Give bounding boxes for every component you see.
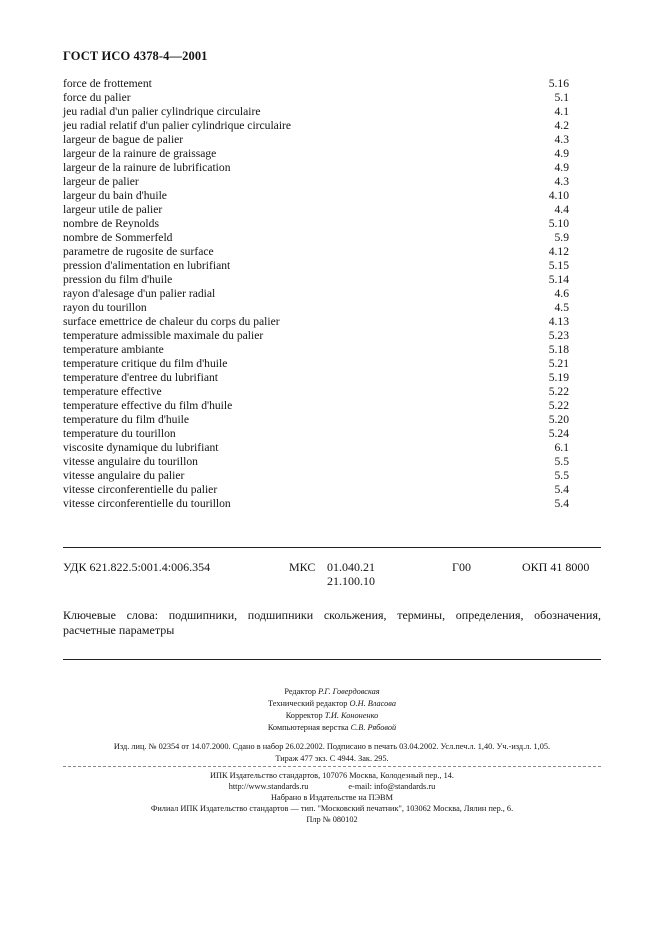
index-term: largeur de la rainure de graissage: [63, 147, 217, 160]
index-row: [63, 77, 569, 91]
index-term: nombre de Reynolds: [63, 217, 159, 230]
index-row: [63, 245, 569, 259]
index-row: [63, 217, 569, 231]
index-ref: 5.9: [554, 231, 569, 244]
term-index: [63, 77, 569, 511]
publishing-line: Изд. лиц. № 02354 от 14.07.2000. Сдано в набор 26.02.2002. Подписано в печать 03.04.2002. Усл.печ.л. 1,40. Уч.-изд.л. 1,05.: [113, 742, 551, 751]
index-row: [63, 119, 569, 133]
index-row: [63, 105, 569, 119]
tech-editor-line: Технический редактор О.Н. Власова: [268, 699, 396, 708]
mks-label: МКС: [289, 560, 316, 574]
index-row: [63, 483, 569, 497]
index-term: temperature du tourillon: [63, 427, 176, 440]
index-row: [63, 427, 569, 441]
index-row: [63, 161, 569, 175]
index-ref: 5.5: [554, 455, 569, 468]
index-row: [63, 497, 569, 511]
index-row: [63, 231, 569, 245]
index-ref: 5.15: [548, 259, 569, 272]
index-ref: 4.3: [554, 175, 569, 188]
index-ref: 5.20: [548, 413, 569, 426]
index-ref: 4.10: [548, 189, 569, 202]
index-term: rayon du tourillon: [63, 301, 147, 314]
index-term: temperature effective: [63, 385, 162, 398]
index-ref: 5.14: [548, 273, 569, 286]
index-row: [63, 357, 569, 371]
index-term: temperature admissible maximale du palier: [63, 329, 264, 342]
index-term: force du palier: [63, 91, 131, 104]
index-row: [63, 413, 569, 427]
index-row: [63, 371, 569, 385]
website-link[interactable]: http://www.standards.ru: [228, 782, 309, 791]
plr-number: Плр № 080102: [306, 815, 358, 824]
index-ref: 5.22: [548, 385, 569, 398]
index-ref: 5.22: [548, 399, 569, 412]
separator-rule: [63, 547, 601, 548]
okp-code: ОКП 41 8000: [522, 560, 590, 574]
index-row: [63, 175, 569, 189]
index-row: [63, 343, 569, 357]
index-term: nombre de Sommerfeld: [63, 231, 173, 244]
index-term: temperature ambiante: [63, 343, 164, 356]
index-row: [63, 399, 569, 413]
layout-line: Компьютерная верстка С.В. Рябовой: [267, 723, 397, 732]
editor-name: Р.Г. Говердовская: [318, 687, 380, 696]
index-ref: 4.1: [554, 105, 569, 118]
index-ref: 5.10: [548, 217, 569, 230]
index-term: vitesse circonferentielle du tourillon: [63, 497, 231, 510]
index-row: [63, 385, 569, 399]
index-row: [63, 315, 569, 329]
index-row: [63, 301, 569, 315]
index-ref: 5.16: [548, 77, 569, 90]
index-row: [63, 441, 569, 455]
contacts-line: [63, 781, 601, 792]
index-ref: 4.9: [554, 161, 569, 174]
publishing-details: [63, 741, 601, 765]
index-row: [63, 259, 569, 273]
index-ref: 4.2: [554, 119, 569, 132]
index-row: [63, 133, 569, 147]
index-term: temperature effective du film d'huile: [63, 399, 233, 412]
index-row: [63, 287, 569, 301]
branch-address: Филиал ИПК Издательство стандартов — тип. "Московский печатник", 103062 Москва, Лялин пер., 6.: [150, 804, 514, 813]
index-term: largeur de la rainure de lubrification: [63, 161, 231, 174]
index-ref: 4.4: [554, 203, 569, 216]
document-header: ГОСТ ИСО 4378-4—2001: [63, 49, 208, 63]
index-ref: 5.5: [554, 469, 569, 482]
separator-rule: [63, 659, 601, 660]
index-ref: 5.4: [554, 483, 569, 496]
index-ref: 5.1: [554, 91, 569, 104]
index-term: force de frottement: [63, 77, 152, 90]
index-row: [63, 147, 569, 161]
index-row: [63, 455, 569, 469]
index-row: [63, 273, 569, 287]
index-ref: 5.19: [548, 371, 569, 384]
mks-code: 21.100.10: [327, 574, 375, 588]
index-term: jeu radial relatif d'un palier cylindrique circulaire: [63, 119, 292, 132]
index-row: [63, 203, 569, 217]
print-run: Тираж 477 экз. С 4944. Зак. 295.: [275, 754, 389, 763]
corrector-line: Корректор Т.И. Кононенко: [285, 711, 379, 720]
publisher-info: [63, 770, 601, 825]
mks-codes: [327, 560, 375, 588]
ipk-address: ИПК Издательство стандартов, 107076 Москва, Колодезный пер., 14.: [210, 771, 454, 780]
index-ref: 5.23: [548, 329, 569, 342]
index-ref: 5.24: [548, 427, 569, 440]
editor-line: Редактор Р.Г. Говердовская: [284, 687, 380, 696]
index-term: largeur de bague de palier: [63, 133, 184, 146]
index-term: viscosite dynamique du lubrifiant: [63, 441, 219, 454]
index-term: temperature critique du film d'huile: [63, 357, 228, 370]
index-ref: 4.12: [548, 245, 569, 258]
index-ref: 4.13: [548, 315, 569, 328]
index-ref: 4.5: [554, 301, 569, 314]
dashed-divider: [63, 766, 601, 767]
index-row: [63, 469, 569, 483]
index-term: temperature d'entree du lubrifiant: [63, 371, 218, 384]
mks-code: 01.040.21: [327, 560, 375, 574]
index-term: pression d'alimentation en lubrifiant: [63, 259, 231, 272]
index-ref: 4.3: [554, 133, 569, 146]
index-ref: 5.4: [554, 497, 569, 510]
index-ref: 6.1: [554, 441, 569, 454]
index-term: parametre de rugosite de surface: [63, 245, 214, 258]
index-term: vitesse circonferentielle du palier: [63, 483, 218, 496]
index-ref: 5.21: [548, 357, 569, 370]
layout-name: С.В. Рябовой: [350, 723, 397, 732]
index-ref: 5.18: [548, 343, 569, 356]
index-term: vitesse angulaire du palier: [63, 469, 185, 482]
tech-editor-name: О.Н. Власова: [349, 699, 396, 708]
imprint-credits: [63, 686, 601, 734]
index-term: largeur du bain d'huile: [63, 189, 167, 202]
index-row: [63, 91, 569, 105]
index-term: temperature du film d'huile: [63, 413, 190, 426]
index-term: surface emettrice de chaleur du corps du palier: [63, 315, 280, 328]
index-term: jeu radial d'un palier cylindrique circulaire: [63, 105, 261, 118]
corrector-name: Т.И. Кононенко: [324, 711, 379, 720]
index-term: rayon d'alesage d'un palier radial: [63, 287, 216, 300]
keywords: Ключевые слова: подшипники, подшипники скольжения, термины, определения, обозначения, расчетные параметры: [63, 608, 601, 637]
index-term: largeur de palier: [63, 175, 139, 188]
index-row: [63, 189, 569, 203]
index-ref: 4.6: [554, 287, 569, 300]
index-ref: 4.9: [554, 147, 569, 160]
udk-code: УДК 621.822.5:001.4:006.354: [63, 560, 211, 574]
index-row: [63, 329, 569, 343]
group-code: Г00: [452, 560, 471, 574]
index-term: vitesse angulaire du tourillon: [63, 455, 198, 468]
typeset-note: Набрано в Издательстве на ПЭВМ: [271, 793, 393, 802]
index-term: largeur utile de palier: [63, 203, 163, 216]
index-term: pression du film d'huile: [63, 273, 173, 286]
email-link[interactable]: e-mail: info@standards.ru: [348, 782, 436, 791]
